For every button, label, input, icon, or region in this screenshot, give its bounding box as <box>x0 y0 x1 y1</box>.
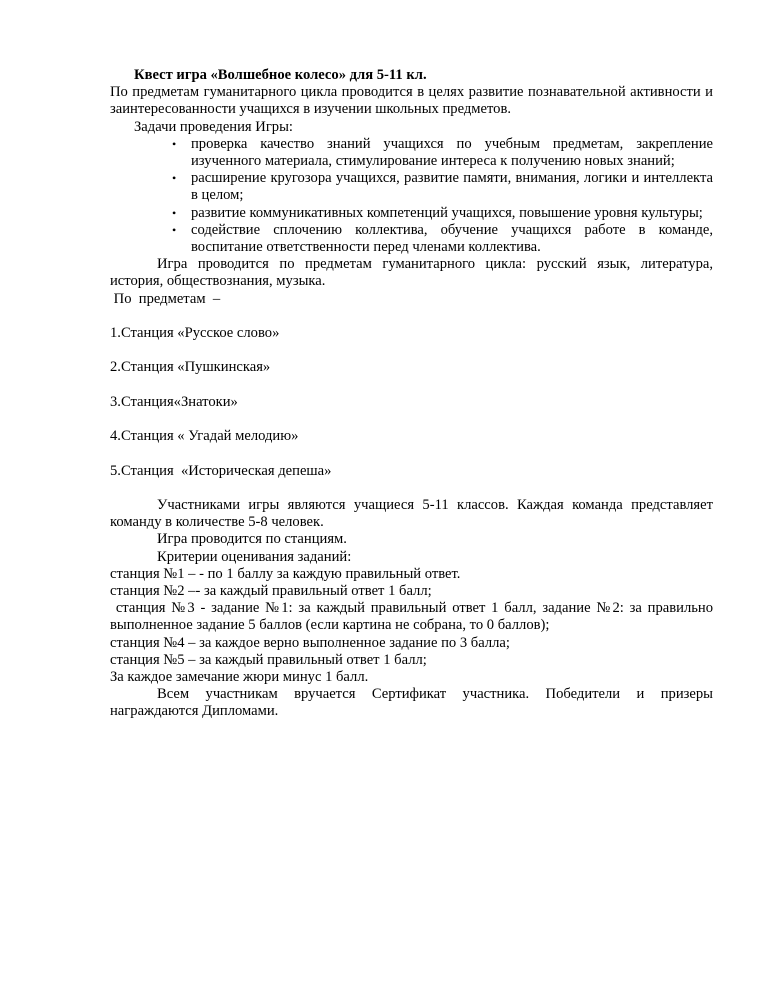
tasks-list <box>110 136 713 256</box>
bullet-icon: • <box>172 222 177 237</box>
station-item: 1.Станция «Русское слово» <box>110 325 280 342</box>
task-text: проверка качество знаний учащихся по учебным предметам, закрепление изученного материала, стимулирование интереса к получению новых знаний; <box>191 135 713 170</box>
spacer <box>110 308 713 325</box>
station-item: 2.Станция «Пушкинская» <box>110 359 271 376</box>
criteria-item: станция №2 –- за каждый правильный ответ 1 балл; <box>110 583 432 599</box>
subjects-paragraph: Игра проводится по предметам гуманитарного цикла: русский язык, литература, история, обществознания, музыка. <box>110 256 713 290</box>
task-item <box>110 205 713 222</box>
spacer <box>110 377 713 394</box>
criteria-item: За каждое замечание жюри минус 1 балл. <box>110 669 369 686</box>
awards-paragraph: Всем участникам вручается Сертификат участника. Победители и призеры награждаются Дипломами. <box>110 686 713 720</box>
criteria-heading: Критерии оценивания заданий: <box>157 548 352 565</box>
bullet-icon: • <box>172 205 177 220</box>
station-item: 3.Станция«Знатоки» <box>110 393 238 410</box>
task-item <box>110 136 713 170</box>
task-item <box>110 170 713 204</box>
by-stations-line: Игра проводится по станциям. <box>157 531 347 548</box>
by-subjects-line: По предметам – <box>110 290 221 307</box>
criteria-item: станция №1 – - по 1 баллу за каждую правильный ответ. <box>110 565 461 582</box>
task-text: содействие сплочению коллектива, обучение учащихся работе в команде, воспитание ответственности перед членами коллектива. <box>191 221 713 256</box>
spacer <box>110 411 713 428</box>
spacer <box>110 342 713 359</box>
bullet-icon: • <box>172 171 177 186</box>
task-text: расширение кругозора учащихся, развитие памяти, внимания, логики и интеллекта в целом; <box>191 170 713 204</box>
station-item: 4.Станция « Угадай мелодию» <box>110 428 299 445</box>
participants-paragraph: Участниками игры являются учащиеся 5-11 классов. Каждая команда представляет команду в количестве 5-8 человек. <box>110 496 713 531</box>
criteria-item: станция №5 – за каждый правильный ответ 1 балл; <box>110 651 427 668</box>
document-title: Квест игра «Волшебное колесо» для 5-11 кл. <box>134 67 427 83</box>
spacer <box>110 480 713 497</box>
spacer <box>110 445 713 462</box>
tasks-heading: Задачи проведения Игры: <box>134 118 293 135</box>
task-text: развитие коммуникативных компетенций учащихся, повышение уровня культуры; <box>191 204 703 221</box>
criteria-item: станция №4 – за каждое верно выполненное задание по 3 балла; <box>110 634 510 651</box>
criteria-item: станция №3 - задание №1: за каждый правильный ответ 1 балл, задание №2: за правильно выполненное задание 5 баллов (если картина не собрана, то 0 баллов); <box>110 600 717 634</box>
bullet-icon: • <box>172 136 177 151</box>
task-item <box>110 222 713 256</box>
document-page <box>110 67 717 721</box>
intro-paragraph: По предметам гуманитарного цикла проводится в целях развитие познавательной активности и заинтересованности учащихся в изучении школьных предметов. <box>110 84 713 118</box>
station-item: 5.Станция «Историческая депеша» <box>110 462 332 479</box>
